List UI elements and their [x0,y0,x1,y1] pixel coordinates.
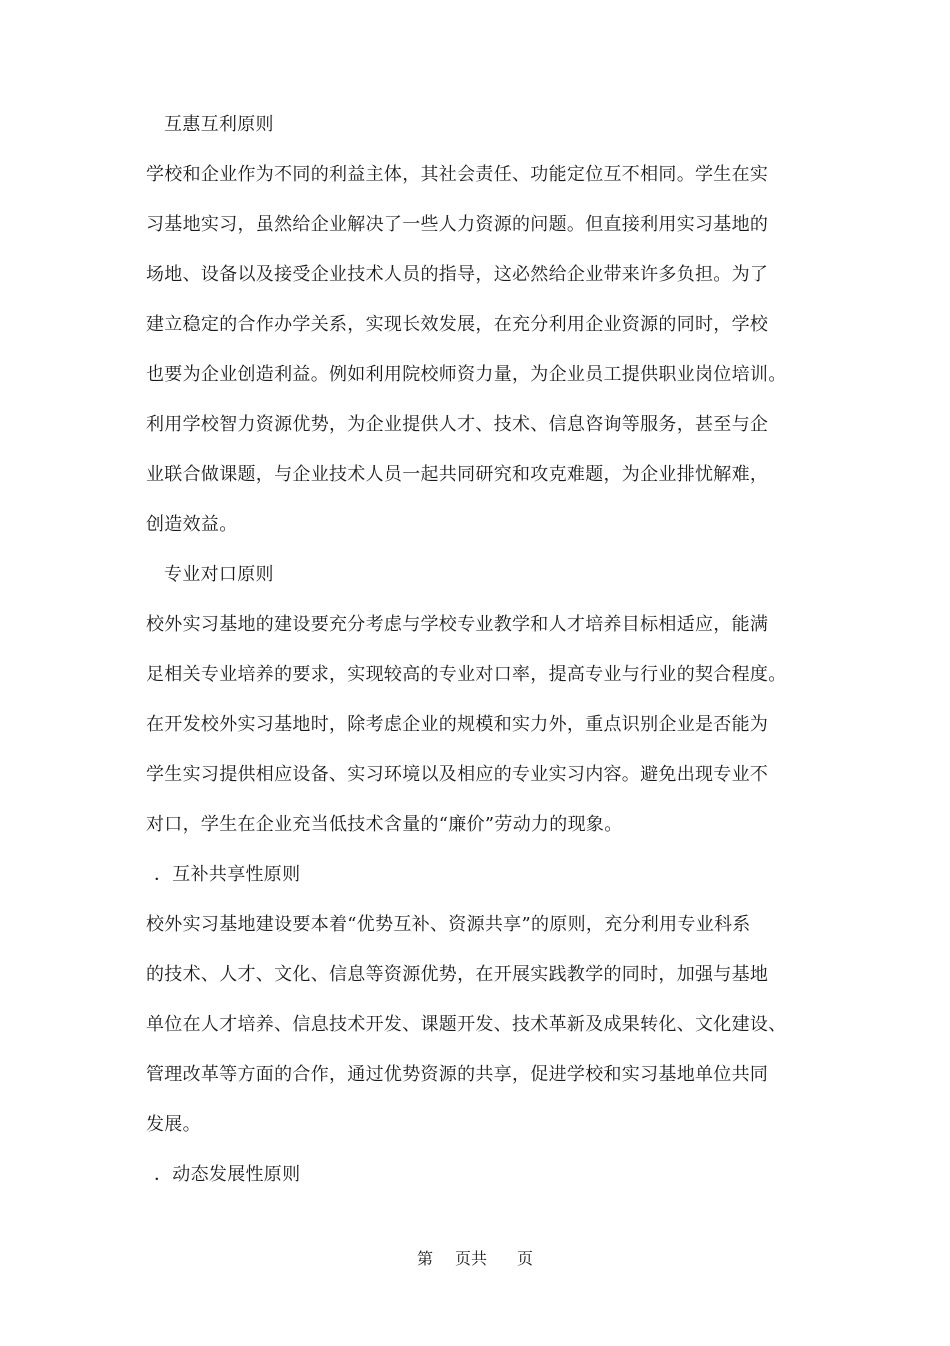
paragraph-line: 业联合做课题，与企业技术人员一起共同研究和攻克难题，为企业排忧解难， [146,464,769,485]
paragraph-line: 在开发校外实习基地时，除考虑企业的规模和实力外，重点识别企业是否能为 [146,714,769,735]
paragraph-line: 场地、设备以及接受企业技术人员的指导，这必然给企业带来许多负担。为了 [146,264,769,285]
section-heading-complementary-sharing: ．互补共享性原则 [154,864,301,885]
paragraph-line: 也要为企业创造利益。例如利用院校师资力量，为企业员工提供职业岗位培训。 [146,364,787,385]
paragraph-line: 利用学校智力资源优势，为企业提供人才、技术、信息咨询等服务，甚至与企 [146,414,769,435]
section-heading-mutual-benefit: 互惠互利原则 [164,114,274,135]
document-body [146,100,816,1200]
paragraph-line: 发展。 [146,1114,201,1135]
page-footer [0,1244,950,1274]
section-heading-professional-match: 专业对口原则 [164,564,274,585]
paragraph-line: 建立稳定的合作办学关系，实现长效发展，在充分利用企业资源的同时，学校 [146,314,769,335]
footer-of-label: 页共 [454,1249,487,1268]
paragraph-line: 创造效益。 [146,514,238,535]
paragraph-line: 校外实习基地的建设要充分考虑与学校专业教学和人才培养目标相适应，能满 [146,614,769,635]
paragraph-line: 习基地实习，虽然给企业解决了一些人力资源的问题。但直接利用实习基地的 [146,214,769,235]
section-heading-dynamic-development: ．动态发展性原则 [154,1164,301,1185]
paragraph-line: 管理改革等方面的合作，通过优势资源的共享，促进学校和实习基地单位共同 [146,1064,769,1085]
paragraph-line: 的技术、人才、文化、信息等资源优势，在开展实践教学的同时，加强与基地 [146,964,769,985]
paragraph-line: 单位在人才培养、信息技术开发、课题开发、技术革新及成果转化、文化建设、 [146,1014,787,1035]
paragraph-line: 学校和企业作为不同的利益主体，其社会责任、功能定位互不相同。学生在实 [146,164,769,185]
paragraph-line: 对口，学生在企业充当低技术含量的“廉价”劳动力的现象。 [146,814,623,835]
paragraph-line: 校外实习基地建设要本着“优势互补、资源共享”的原则，充分利用专业科系 [146,914,751,935]
footer-page-label: 第 [416,1249,433,1268]
paragraph-line: 足相关专业培养的要求，实现较高的专业对口率，提高专业与行业的契合程度。 [146,664,787,685]
footer-total-label: 页 [517,1249,534,1268]
paragraph-line: 学生实习提供相应设备、实习环境以及相应的专业实习内容。避免出现专业不 [146,764,769,785]
